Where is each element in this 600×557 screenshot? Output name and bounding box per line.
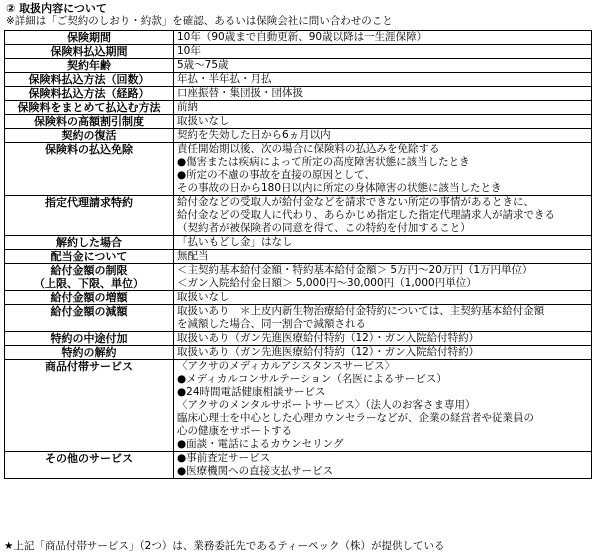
row-label [5, 31, 174, 45]
row-label-line: 保険期間 [67, 31, 111, 44]
row-label-line: 給付金額の増額 [50, 291, 128, 304]
row-value-line: 取扱いなし [177, 291, 230, 303]
row-value [174, 360, 592, 452]
row-label-line: 保険料払込方法（経路） [28, 87, 150, 100]
section-heading: ② 取扱内容について [6, 2, 107, 15]
row-label-line: 給付金額の減額 [50, 305, 128, 318]
row-value-line: ●傷害または疾病によって所定の高度障害状態に該当したとき [177, 156, 470, 168]
row-label-line: 特約の解約 [61, 346, 117, 359]
row-label [5, 143, 174, 196]
row-value-line: 10年（90歳まで自動更新、90歳以降は一生涯保障） [177, 31, 428, 43]
table-row [5, 129, 592, 143]
table-row [5, 305, 592, 332]
table-row [5, 264, 592, 291]
policy-table-body [5, 31, 592, 479]
row-value [174, 305, 592, 332]
row-label-line: 商品付帯サービス [45, 360, 133, 373]
row-value-line: ●24時間電話健康相談サービス [177, 386, 326, 398]
row-value-line: 口座振替・集団扱・団体扱 [177, 87, 303, 99]
row-value-line: ●事前査定サービス [177, 452, 271, 464]
row-label-line: その他のサービス [45, 452, 133, 465]
table-row [5, 143, 592, 196]
row-value-line: 〈アクサのメンタルサポートサービス〉（法人のお客さま専用） [177, 399, 476, 411]
row-value [174, 264, 592, 291]
row-value-line: 取扱いあり（ガン先進医療給付特約（12）・ガン入院給付特約） [177, 346, 480, 358]
table-row [5, 196, 592, 236]
row-label [5, 45, 174, 59]
row-value [174, 101, 592, 115]
row-value-line: 年払・半年払・月払 [177, 73, 272, 85]
row-label-line: 解約した場合 [56, 236, 122, 249]
row-value [174, 143, 592, 196]
row-value-line: 取扱いあり（ガン先進医療給付特約（12）・ガン入院給付特約） [177, 332, 480, 344]
row-value-line: ●医療機関への直接支払サービス [177, 465, 334, 477]
row-value-line: 〈アクサのメディカルアシスタンスサービス〉 [177, 360, 396, 372]
row-value-line: 責任開始期以後、次の場合に保険料の払込みを免除する [177, 143, 440, 155]
row-label-line: （上限、下限、単位） [34, 277, 144, 290]
row-value-line: その事故の日から180日以内に所定の身体障害の状態に該当したとき [177, 182, 502, 194]
table-row [5, 87, 592, 101]
row-value [174, 129, 592, 143]
row-label [5, 73, 174, 87]
row-label [5, 101, 174, 115]
row-label [5, 452, 174, 479]
row-value-line: （契約者が被保険者の同意を得て、この特約を付加すること） [177, 222, 471, 234]
row-label-line: 契約年齢 [67, 59, 111, 72]
row-label-line: 保険料をまとめて払込む方法 [17, 101, 161, 114]
row-value-line: ●メディカルコンサルテーション（名医によるサービス） [177, 373, 447, 385]
row-value-line: 給付金などの受取人が給付金などを請求できない所定の事情があるときに、 [177, 196, 534, 208]
row-value-line: ＜ガン入院給付金日額＞ 5,000円～30,000円（1,000円単位） [177, 277, 477, 289]
row-value-line: ＜主契約基本給付金額・特約基本給付金額＞ 5万円～20万円（1万円単位） [177, 264, 533, 276]
row-value-line: 「払いもどし金」はなし [177, 236, 293, 248]
row-value [174, 452, 592, 479]
row-value-line: を減額した場合、同一割合で減額される [177, 318, 366, 330]
row-label [5, 305, 174, 332]
row-value [174, 59, 592, 73]
row-value-line: 無配当 [177, 250, 209, 262]
row-label [5, 87, 174, 101]
row-value-line: 臨床心理士を中心とした心理カウンセラーなどが、企業の経営者や従業員の [177, 412, 534, 424]
row-value [174, 31, 592, 45]
row-label-line: 指定代理請求特約 [45, 196, 133, 209]
table-row [5, 31, 592, 45]
row-label [5, 291, 174, 305]
row-label [5, 236, 174, 250]
table-row [5, 250, 592, 264]
row-value [174, 115, 592, 129]
table-row [5, 360, 592, 452]
row-label-line: 給付金額の制限 [50, 264, 128, 277]
row-label [5, 115, 174, 129]
row-value [174, 73, 592, 87]
row-value-line: 契約を失効した日から6ヵ月以内 [177, 129, 331, 141]
row-value-line: 10年 [177, 45, 201, 57]
table-row [5, 236, 592, 250]
row-label [5, 250, 174, 264]
row-label-line: 保険料払込方法（回数） [28, 73, 150, 86]
row-label [5, 59, 174, 73]
row-label-line: 契約の復活 [61, 129, 117, 142]
row-label-line: 配当金について [50, 250, 128, 263]
table-row [5, 452, 592, 479]
table-row [5, 115, 592, 129]
row-value [174, 87, 592, 101]
row-value [174, 236, 592, 250]
row-label [5, 346, 174, 360]
footer-note: ★上記「商品付帯サービス」（2つ）は、業務委託先であるティーペック（株）が提供している [4, 540, 445, 552]
table-row [5, 59, 592, 73]
row-label [5, 196, 174, 236]
row-value-line: 前納 [177, 101, 198, 113]
row-value [174, 332, 592, 346]
row-value [174, 45, 592, 59]
table-row [5, 346, 592, 360]
table-row [5, 332, 592, 346]
row-label [5, 360, 174, 452]
policy-table [4, 30, 592, 479]
row-value-line: 取扱いあり ＊上皮内新生物治療給付金特約については、主契約基本給付金額 [177, 305, 545, 317]
row-value-line: 5歳～75歳 [177, 59, 229, 71]
row-label [5, 332, 174, 346]
row-label-line: 保険料の高額割引制度 [34, 115, 144, 128]
row-value-line: ●所定の不慮の事故を直接の原因として、 [177, 169, 375, 181]
row-value-line: 給付金などの受取人に代わり、あらかじめ指定した指定代理請求人が請求できる [177, 209, 555, 221]
row-value [174, 291, 592, 305]
row-label [5, 129, 174, 143]
table-row [5, 45, 592, 59]
table-row [5, 73, 592, 87]
table-row [5, 291, 592, 305]
table-row [5, 101, 592, 115]
row-value-line: ●面談・電話によるカウンセリング [177, 438, 344, 450]
row-value [174, 196, 592, 236]
row-value [174, 346, 592, 360]
row-label [5, 264, 174, 291]
reference-note: ※詳細は「ご契約のしおり・約款」を確認、あるいは保険会社に問い合わせのこと [6, 15, 393, 27]
row-value [174, 250, 592, 264]
row-label-line: 保険料払込期間 [50, 45, 128, 58]
row-value-line: 取扱いなし [177, 115, 230, 127]
row-label-line: 特約の中途付加 [50, 332, 128, 345]
row-label-line: 保険料の払込免除 [45, 143, 133, 156]
row-value-line: 心の健康をサポートする [177, 425, 293, 437]
